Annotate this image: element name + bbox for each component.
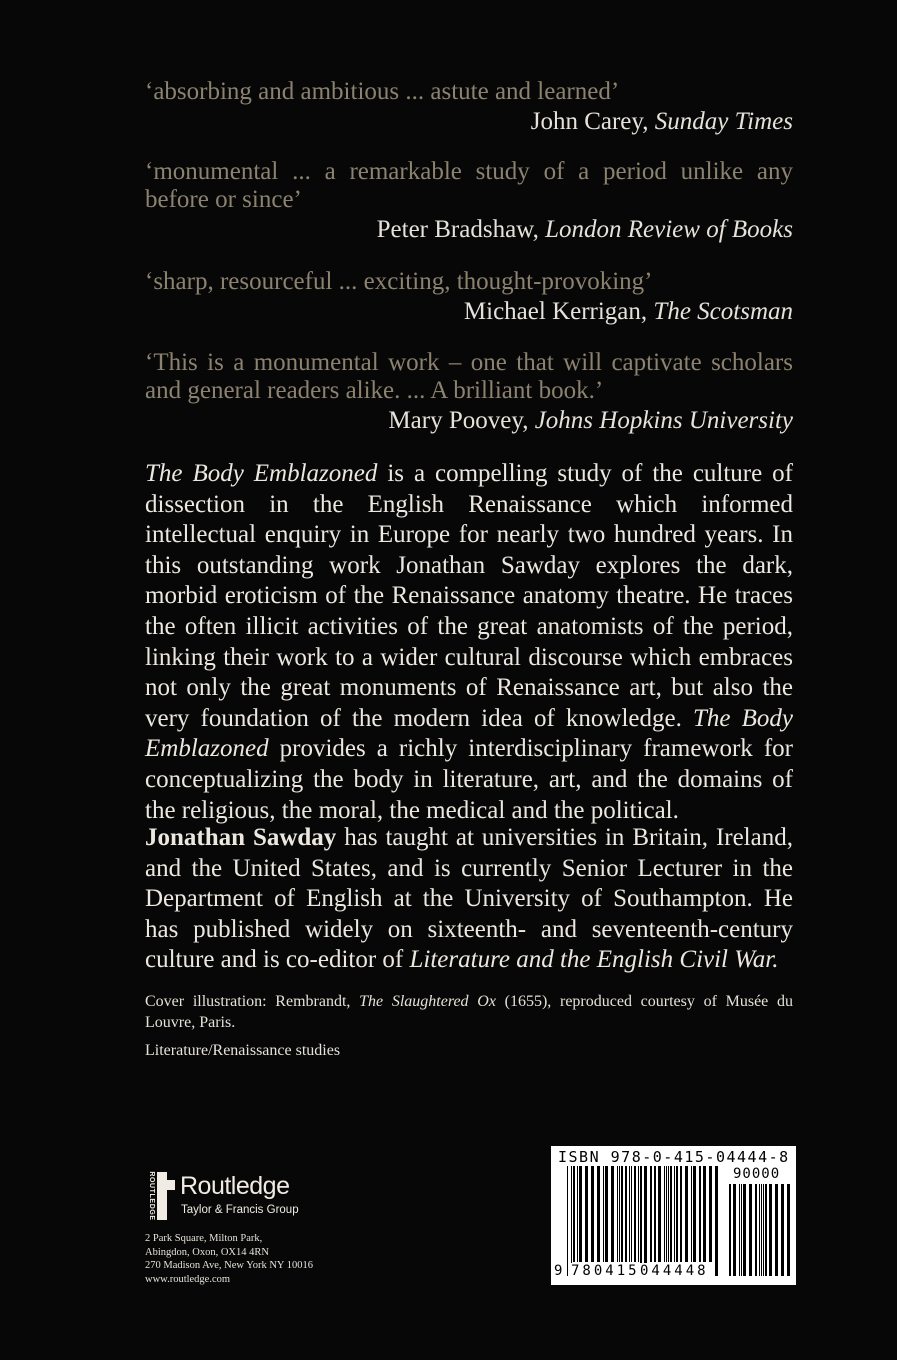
barcode-bar (666, 1166, 667, 1262)
barcode-bar (685, 1166, 688, 1262)
reviewer-name: John Carey, (530, 108, 655, 135)
barcode-bar (670, 1166, 672, 1262)
reviewer-name: Peter Bradshaw, (376, 216, 546, 243)
address-line: Abingdon, Oxon, OX14 4RN (145, 1246, 269, 1258)
ean-left-digits: 780415 (571, 1263, 640, 1279)
author-name: Jonathan Sawday (145, 824, 337, 851)
review-attribution (145, 216, 793, 244)
review-1 (145, 78, 793, 136)
barcode-bar (625, 1166, 627, 1262)
barcode-bar (638, 1166, 639, 1262)
description-text: provides a richly interdisciplinary framework for conceptualizing the body in literature, art, and the domains of the religious, the moral, the medical and the political. (145, 735, 793, 824)
barcode-bar (603, 1166, 604, 1262)
barcode-bar (741, 1184, 742, 1276)
barcode-bar (699, 1166, 701, 1262)
author-book-title: Literature and the English Civil War. (409, 946, 779, 974)
barcode-bar (729, 1184, 731, 1276)
review-source: Sunday Times (654, 108, 793, 135)
barcode-bar (674, 1166, 675, 1262)
credit-suffix: (1655), reproduced courtesy of Musée du Louvre, Paris. (145, 993, 793, 1031)
barcode-bar (765, 1184, 767, 1276)
barcode-bar (676, 1166, 678, 1262)
ean-right-digits: 044448 (640, 1263, 709, 1279)
barcode-bar (654, 1166, 656, 1262)
barcode-bar (668, 1166, 669, 1262)
barcode-bar (743, 1184, 746, 1276)
artwork-title: The Slaughtered Ox (359, 993, 496, 1010)
barcode-bar (573, 1166, 575, 1262)
review-source: Johns Hopkins University (534, 407, 793, 434)
barcode-bar (571, 1166, 572, 1276)
publisher-name: Routledge (180, 1172, 290, 1200)
barcode-bar (775, 1184, 778, 1276)
barcode-bar (619, 1166, 620, 1262)
barcode-bar (577, 1166, 578, 1262)
publisher-logo (140, 1170, 340, 1230)
barcode-bar (769, 1184, 772, 1276)
routledge-logo-icon (140, 1170, 180, 1224)
author-bio (145, 823, 793, 976)
isbn-barcode (551, 1146, 796, 1285)
review-attribution (145, 108, 793, 136)
barcode-bar (739, 1184, 740, 1276)
reviewer-name: Mary Poovey, (388, 407, 535, 434)
barcode-bar (781, 1184, 784, 1276)
book-title: The Body Emblazoned (145, 460, 378, 487)
barcode-bar (591, 1166, 594, 1262)
price-addon-number: 90000 (733, 1166, 781, 1182)
reviewer-name: Michael Kerrigan, (463, 298, 654, 325)
review-source: London Review of Books (545, 216, 793, 243)
barcode-bar (664, 1166, 665, 1262)
barcode-bar (644, 1166, 647, 1276)
barcode-bar (703, 1166, 706, 1262)
barcode-bar (787, 1184, 790, 1276)
barcode-bar (709, 1166, 712, 1262)
address-line: 2 Park Square, Milton Park, (145, 1233, 263, 1244)
barcode-bar (567, 1166, 568, 1276)
ean-first-digit: 9 (554, 1263, 563, 1279)
review-quote: ‘absorbing and ambitious ... astute and learned’ (145, 78, 620, 105)
barcode-bar (621, 1166, 623, 1262)
author-bio-text: has taught at universities in Britain, Ireland, and the United States, and is currently Senior Lecturer in the Department of English at the University of Southampton. He has published widely on sixteenth- and seventeenth-century culture and is co-editor of (145, 824, 793, 974)
cover-credit (145, 991, 793, 1033)
publisher-website: www.routledge.com (145, 1273, 231, 1285)
barcode-bar (715, 1166, 718, 1276)
barcode-bar (680, 1166, 682, 1262)
book-description (145, 459, 793, 826)
barcode-bar (617, 1166, 618, 1262)
address-line: 270 Madison Ave, New York NY 10016 (145, 1260, 313, 1271)
publisher-address (145, 1232, 313, 1286)
barcode-bar (585, 1166, 588, 1262)
barcode-bar (755, 1184, 757, 1276)
barcode-bar (691, 1166, 692, 1262)
barcode-bar (611, 1166, 614, 1262)
description-text: is a compelling study of the culture of dissection in the English Renaissance which informed intellectual enquiry in Europe for nearly two hundred years. In this outstanding work Jonathan Sawday explores the dark, morbid eroticism of the Renaissance anatomy theatre. He traces the often illicit activities of the great anatomists of the period, linking their work to a wider cultural discourse which embraces not only the great monuments of Renaissance art, but also the very foundation of the modern idea of knowledge. (145, 460, 793, 732)
barcode-bar (629, 1166, 630, 1262)
barcode-bar (579, 1166, 582, 1262)
publisher-group: Taylor & Francis Group (181, 1204, 299, 1216)
barcode-bar (759, 1184, 760, 1276)
credit-prefix: Cover illustration: Rembrandt, (145, 993, 360, 1010)
barcode-bar (605, 1166, 608, 1262)
review-quote: ‘This is a monumental work – one that will captivate scholars and general readers alike. ... A brilliant book.’ (145, 349, 793, 404)
isbn-label: ISBN 978-0-415-04444-8 (558, 1148, 790, 1166)
review-3 (145, 268, 793, 326)
review-4 (145, 349, 793, 435)
barcode-bar (640, 1166, 642, 1276)
barcode-bar (597, 1166, 600, 1262)
barcode-bar (693, 1166, 696, 1262)
book-title: The Body Emblazoned (145, 704, 794, 763)
review-attribution (145, 298, 793, 326)
barcode-bar (650, 1166, 652, 1262)
barcode-bar (733, 1184, 736, 1276)
barcode-bar (658, 1166, 661, 1262)
review-attribution (145, 407, 793, 435)
barcode-bar (761, 1184, 762, 1276)
barcode-bar (634, 1166, 636, 1262)
review-source: The Scotsman (653, 298, 793, 325)
logo-vertical-text: ROUTLEDGE (148, 1171, 155, 1221)
subject-category: Literature/Renaissance studies (145, 1042, 341, 1059)
review-2 (145, 158, 793, 244)
barcode-bar (763, 1184, 764, 1276)
review-quote: ‘monumental ... a remarkable study of a period unlike any before or since’ (145, 158, 793, 213)
review-quote: ‘sharp, resourceful ... exciting, thought-provoking’ (145, 268, 653, 295)
barcode-bar (749, 1184, 752, 1276)
barcode-bar (631, 1166, 632, 1262)
